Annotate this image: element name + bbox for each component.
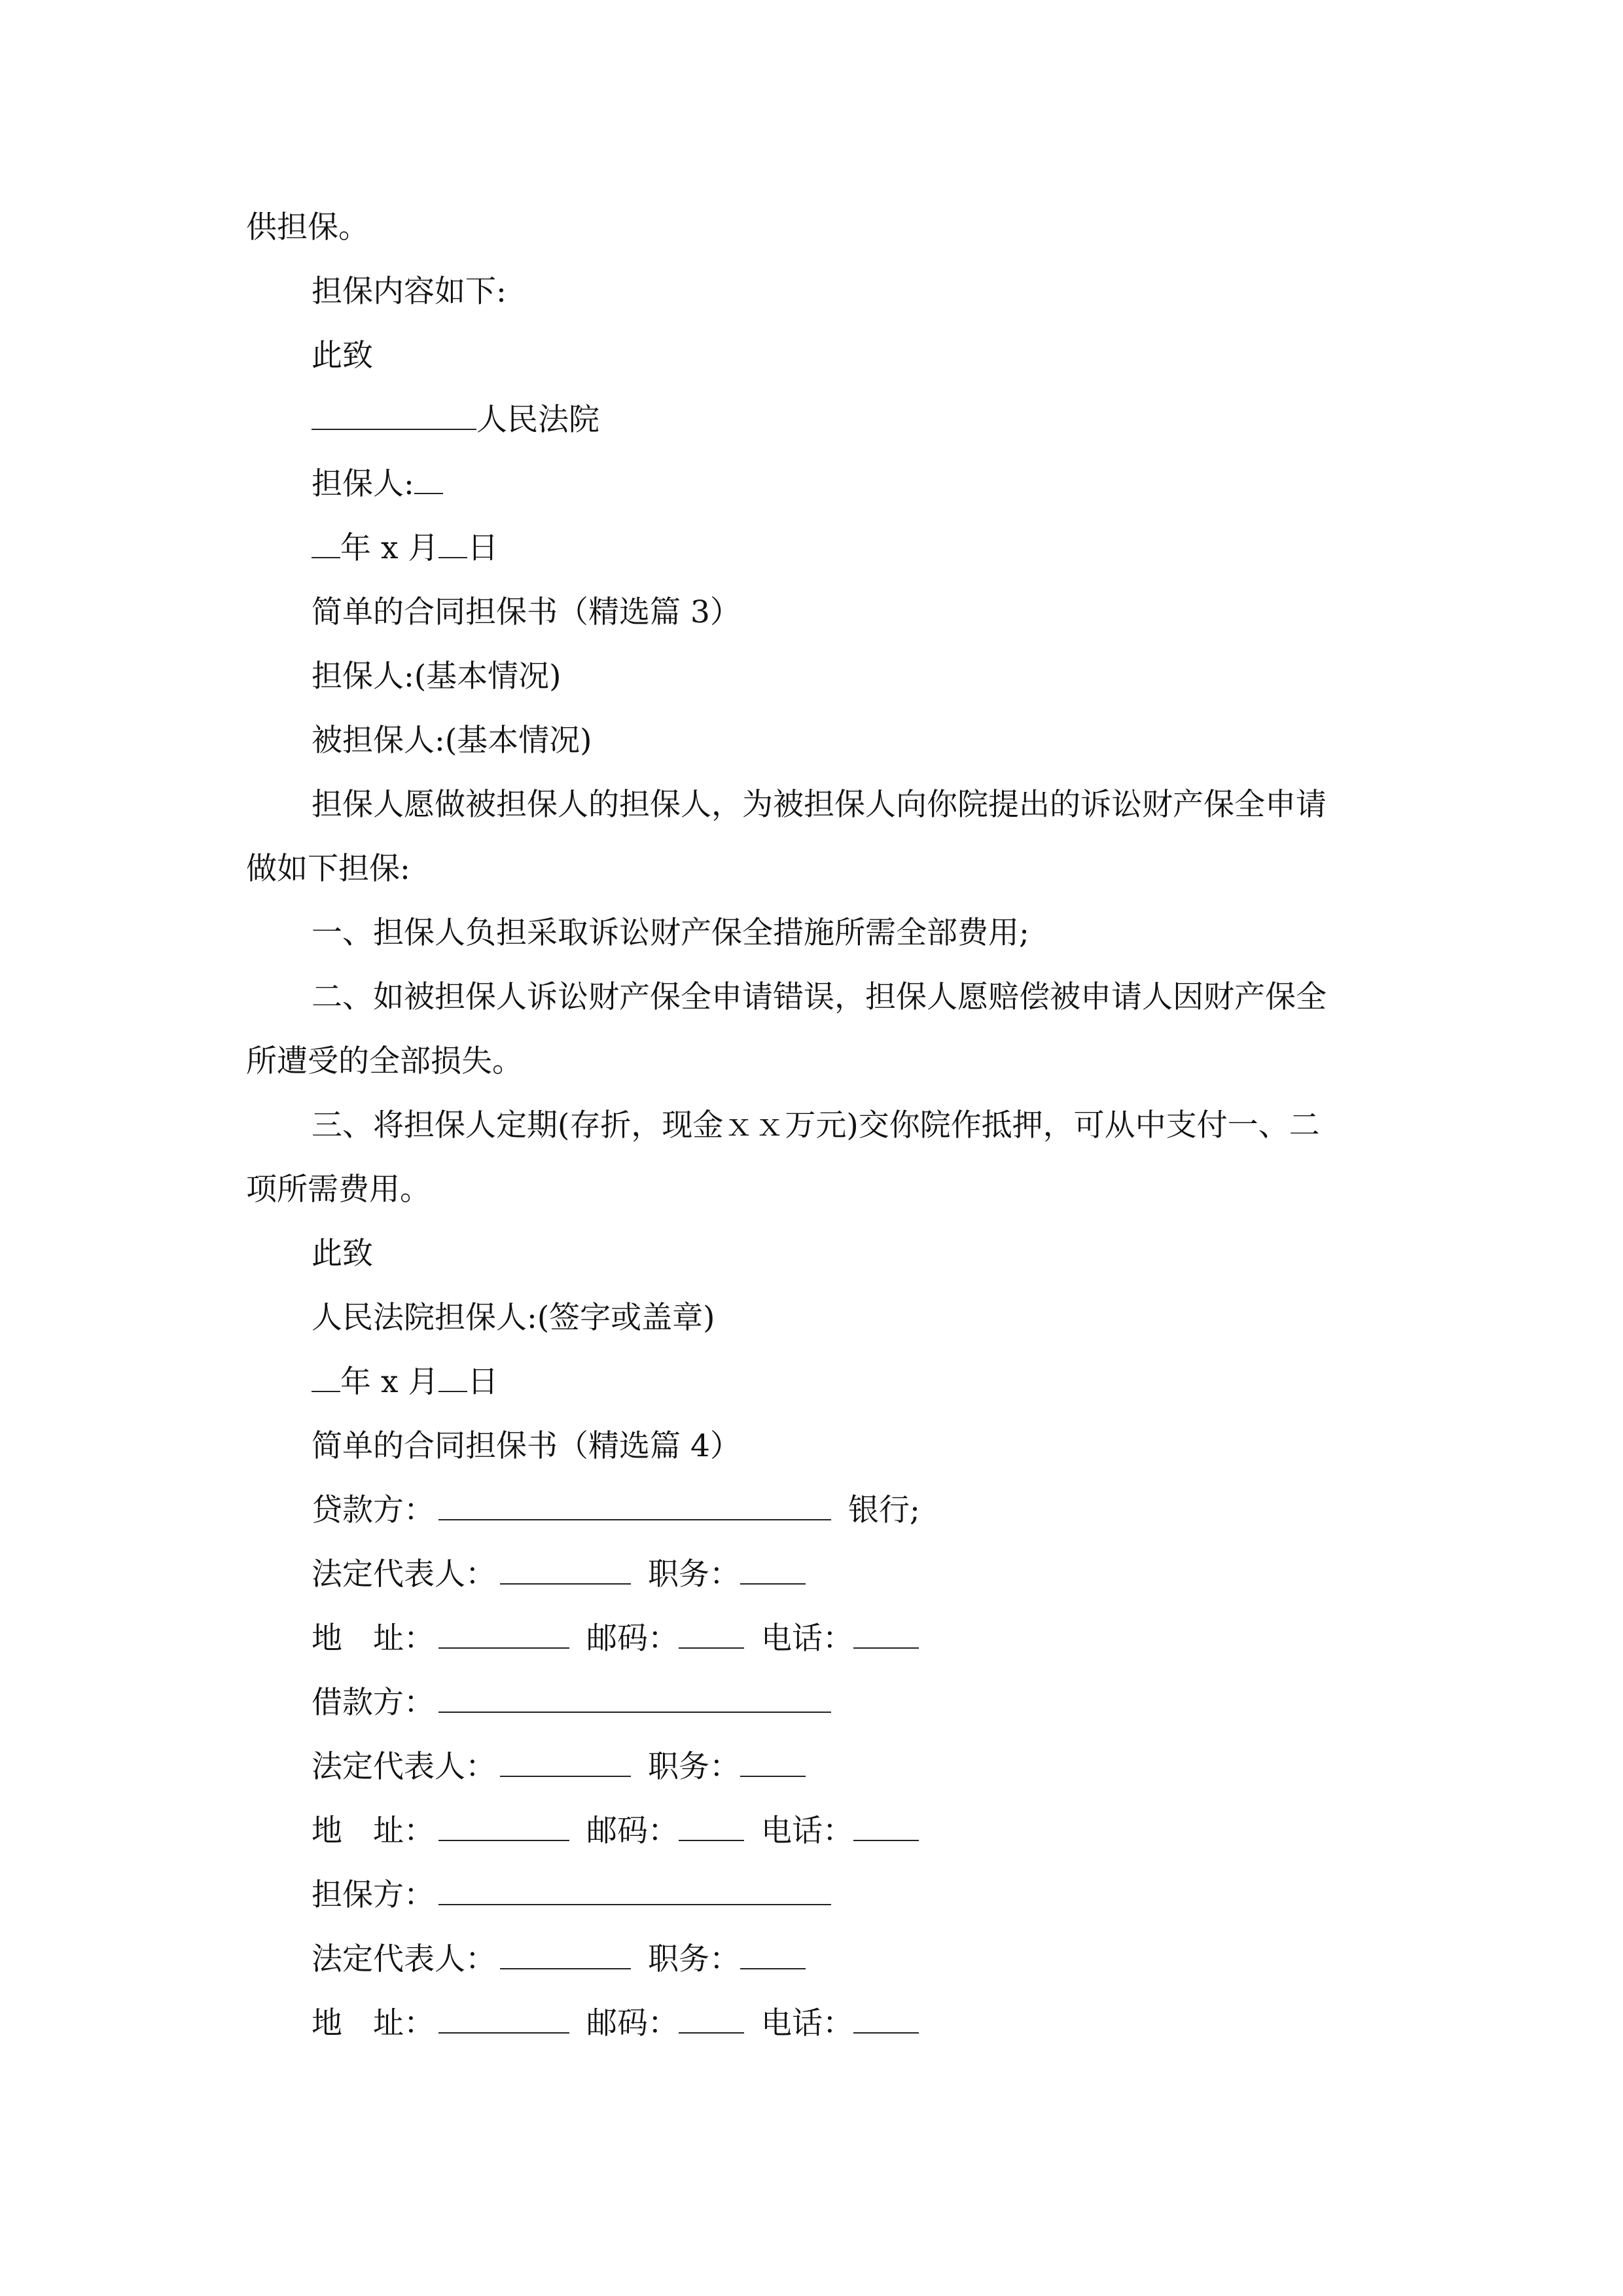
lender-address-row <box>312 1619 919 1659</box>
legal-rep-blank <box>500 1749 631 1777</box>
phone-label: 电话： <box>761 1621 853 1657</box>
date-month-value: x <box>380 1364 399 1400</box>
lender-row <box>312 1491 920 1530</box>
guarantor-sign-label: 担保人: <box>312 466 414 502</box>
blank-underline <box>312 403 476 430</box>
date-year: 年 <box>340 1364 371 1400</box>
text-line: 人民法院担保人:(签字或盖章) <box>312 1300 715 1336</box>
legal-rep-blank <box>500 1942 631 1969</box>
position-blank <box>740 1749 806 1777</box>
lender-blank <box>438 1493 831 1520</box>
blank-underline <box>414 467 443 494</box>
date-day: 日 <box>467 1364 499 1400</box>
legal-rep-label: 法定代表人： <box>312 1556 496 1592</box>
position-blank <box>740 1557 806 1585</box>
address-label: 地 址： <box>312 2005 435 2041</box>
bank-label: 银行; <box>848 1492 920 1528</box>
text-line: 所遭受的全部损失。 <box>246 1043 523 1079</box>
zip-label: 邮码： <box>586 1813 679 1849</box>
guarantor-row <box>312 1876 831 1915</box>
position-label: 职务： <box>648 1941 740 1977</box>
court-label: 人民法院 <box>476 402 599 438</box>
borrower-label: 借款方： <box>312 1685 435 1721</box>
date-year: 年 <box>340 530 371 566</box>
zip-label: 邮码： <box>586 1621 679 1657</box>
phone-blank <box>853 2006 919 2034</box>
date-month: 月 <box>408 530 439 566</box>
phone-blank <box>853 1814 919 1841</box>
zip-blank <box>679 2006 744 2034</box>
blank-underline <box>312 1365 340 1392</box>
guarantor-label: 担保方： <box>312 1877 435 1913</box>
address-blank <box>438 2006 569 2034</box>
borrower-row <box>312 1683 831 1723</box>
position-label: 职务： <box>648 1556 740 1592</box>
position-label: 职务： <box>648 1749 740 1785</box>
phone-label: 电话： <box>761 2005 853 2041</box>
section-heading: 简单的合同担保书（精选篇 3） <box>312 594 741 630</box>
address-blank <box>438 1814 569 1841</box>
position-blank <box>740 1942 806 1969</box>
address-label: 地 址： <box>312 1813 435 1849</box>
text-line: 担保人愿做被担保人的担保人，为被担保人向你院提出的诉讼财产保全申请 <box>312 787 1327 823</box>
text-line: 二、如被担保人诉讼财产保全申请错误，担保人愿赔偿被申请人因财产保全 <box>312 979 1327 1015</box>
text-line: 担保内容如下: <box>312 274 507 310</box>
blank-underline <box>438 531 467 558</box>
blank-underline <box>438 1365 467 1392</box>
text-line: 做如下担保: <box>246 851 410 887</box>
text-line: 供担保。 <box>246 209 369 245</box>
date-line <box>312 1363 498 1402</box>
guarantor-address-row <box>312 2004 919 2043</box>
legal-rep-blank <box>500 1557 631 1585</box>
date-month: 月 <box>408 1364 439 1400</box>
text-line: 担保人:(基本情况) <box>312 658 562 694</box>
borrower-address-row <box>312 1812 919 1851</box>
date-month-value: x <box>380 530 399 566</box>
zip-label: 邮码： <box>586 2005 679 2041</box>
court-line <box>312 401 599 440</box>
borrower-rep-row <box>312 1748 806 1787</box>
guarantor-rep-row <box>312 1940 806 1979</box>
address-label: 地 址： <box>312 1621 435 1657</box>
address-blank <box>438 1621 569 1649</box>
text-line: 一、担保人负担采取诉讼财产保全措施所需全部费用; <box>312 915 1029 951</box>
zip-blank <box>679 1621 744 1649</box>
phone-label: 电话： <box>761 1813 853 1849</box>
lender-label: 贷款方： <box>312 1492 435 1528</box>
text-line: 此致 <box>312 338 373 374</box>
text-line: 项所需费用。 <box>246 1172 431 1208</box>
borrower-blank <box>438 1685 831 1713</box>
date-day: 日 <box>467 530 499 566</box>
lender-rep-row <box>312 1555 806 1594</box>
legal-rep-label: 法定代表人： <box>312 1749 496 1785</box>
date-line <box>312 529 498 568</box>
text-line: 三、将担保人定期(存折，现金ｘｘ万元)交你院作抵押，可从中支付一、二 <box>312 1107 1320 1143</box>
guarantor-sign-line <box>312 465 443 504</box>
legal-rep-label: 法定代表人： <box>312 1941 496 1977</box>
guarantor-blank <box>438 1878 831 1905</box>
text-line: 被担保人:(基本情况) <box>312 723 592 759</box>
zip-blank <box>679 1814 744 1841</box>
phone-blank <box>853 1621 919 1649</box>
blank-underline <box>312 531 340 558</box>
text-line: 此致 <box>312 1236 373 1272</box>
section-heading: 简单的合同担保书（精选篇 4） <box>312 1428 741 1464</box>
